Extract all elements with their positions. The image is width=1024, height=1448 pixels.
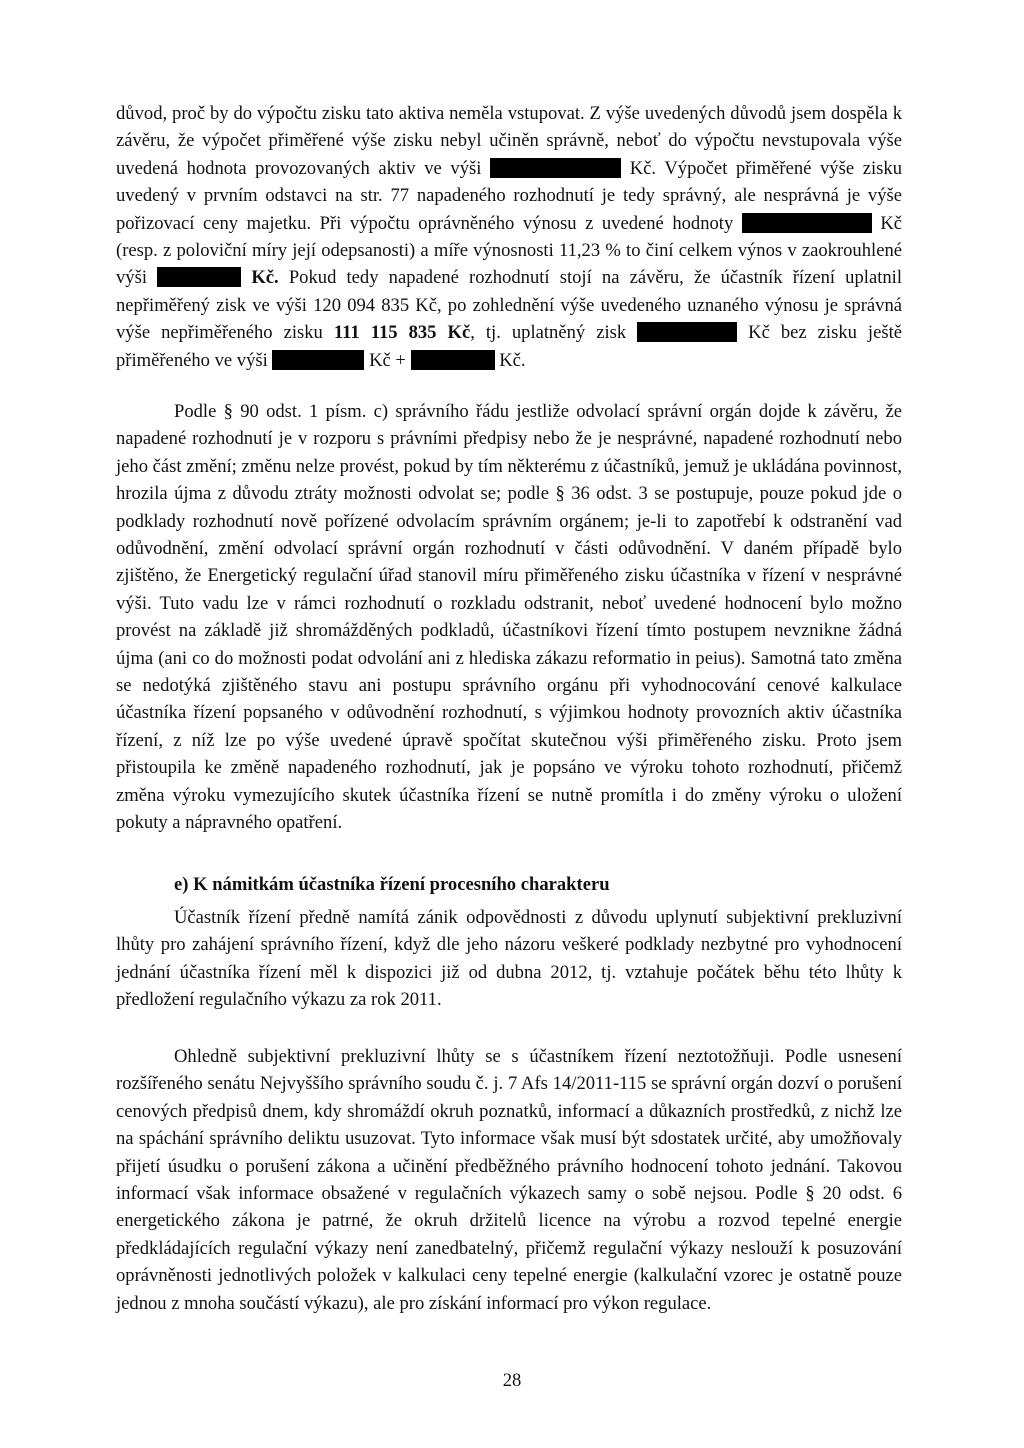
redacted-amount	[272, 350, 364, 370]
text-segment-bold: Kč.	[251, 267, 279, 289]
redacted-amount	[157, 267, 241, 287]
text-segment: Kč (resp. z poloviční míry její odepsanosti) a míře výnosnosti 11,23 % to činí celkem výnos v zaokrouhlené výši	[116, 212, 902, 289]
text-segment: Kč.	[494, 349, 526, 371]
page-number: 28	[502, 1370, 522, 1391]
paragraph-objection: Účastník řízení předně namítá zánik odpovědnosti z důvodu uplynutí subjektivní prekluzivní lhůty pro zahájení správního řízení, když dle jeho názoru veškeré podklady nezbytné pro vyhodnocení jednání účastníka řízení měl k dispozici již od dubna 2012, tj. vztahuje počátek běhu této lhůty k předložení regulačního výkazu za rok 2011.	[116, 907, 902, 1011]
paragraph-legal-basis: Podle § 90 odst. 1 písm. c) správního řádu jestliže odvolací správní orgán dojde k závěru, že napadené rozhodnutí je v rozporu s právními předpisy nebo že je nesprávné, napadené rozhodnutí nebo jeho část změní; změnu nelze provést, pokud by tím některému z účastníků, jemuž je ukládána povinnost, hrozila újma z důvodu ztráty možnosti odvolat se; podle § 36 odst. 3 se postupuje, pouze pokud jde o podklady rozhodnutí nově pořízené odvolacím správním orgánem; je-li to zapotřebí k odstranění vad odůvodnění, změní odvolací správní orgán rozhodnutí v části odůvodnění. V daném případě bylo zjištěno, že Energetický regulační úřad stanovil míru přiměřeného zisku účastníka v řízení v nesprávné výši. Tuto vadu lze v rámci rozhodnutí o rozkladu odstranit, neboť uvedené hodnocení bylo možno provést na základě již shromážděných podkladů, účastníkovi řízení tímto postupem nevznikne žádná újma (ani co do možnosti podat odvolání ani z hlediska zákazu reformatio in peius). Samotná tato změna se nedotýká zjištěného stavu ani postupu správního orgánu při vyhodnocování cenové kalkulace účastníka řízení popsaného v odůvodnění rozhodnutí, s výjimkou hodnoty provozních aktiv účastníka řízení, z níž lze po výše uvedené úpravě spočítat skutečnou výši přiměřeného zisku. Proto jsem přistoupila ke změně napadeného rozhodnutí, jak je popsáno ve výroku tohoto rozhodnutí, přičemž změna výroku vymezujícího skutek účastníka řízení se nutně promítla i do změny výroku o uložení pokuty a nápravného opatření.	[116, 401, 902, 834]
redacted-amount	[490, 158, 621, 178]
redacted-amount	[637, 322, 737, 342]
text-segment: Pokud tedy napadené rozhodnutí stojí na závěru, že účastník řízení uplatnil nepřiměřený zisk ve výši 120 094 835 Kč, po zohlednění výše uvedeného uznaného výnosu je správná výše nepřiměřeného zisku	[116, 267, 902, 344]
text-segment: Kč. Výpočet přiměřené výše zisku uvedený v prvním odstavci na str. 77 napadeného rozhodnutí je tedy správný, ale nesprávná je výše pořizovací ceny majetku. Při výpočtu oprávněného výnosu z uvedené hodnoty	[116, 157, 902, 234]
text-segment-bold: 111 115 835 Kč	[333, 322, 471, 344]
text-segment: , tj. uplatněný zisk	[470, 322, 638, 344]
redacted-amount	[411, 350, 495, 370]
section-heading: e) K námitkám účastníka řízení procesního charakteru	[174, 874, 610, 895]
text-segment: důvod, proč by do výpočtu zisku tato aktiva neměla vstupovat. Z výše uvedených důvodů jsem dospěla k závěru, že výpočet přiměřené výše zisku nebyl učiněn správně, neboť do výpočtu nevstupovala výše uvedená hodnota provozovaných aktiv ve výši	[116, 103, 902, 179]
paragraph-profit-calculation	[116, 100, 902, 374]
text-segment: Kč bez zisku ještě přiměřeného ve výši	[116, 322, 902, 371]
paragraph-preclusive-period: Ohledně subjektivní prekluzivní lhůty se s účastníkem řízení neztotožňuji. Podle usnesení rozšířeného senátu Nejvyššího správního soudu č. j. 7 Afs 14/2011-115 se správní orgán dozví o porušení cenových předpisů dnem, kdy shromáždí okruh poznatků, informací a důkazních prostředků, z nichž lze na spáchání správního deliktu usuzovat. Tyto informace však musí být sdostatek určité, aby umožňovaly přijetí úsudku o porušení zákona a učinění předběžného právního hodnocení tohoto jednání. Takovou informací však informace obsažené v regulačních výkazech samy o sobě nejsou. Podle § 20 odst. 6 energetického zákona je patrné, že okruh držitelů licence na výrobu a rozvod tepelné energie předkládajících regulační výkazy není zanedbatelný, přičemž regulační výkazy neslouží k posuzování oprávněnosti jednotlivých položek v kalkulaci ceny tepelné energie (kalkulační vzorec je ostatně pouze jednou z mnoha součástí výkazu), ale pro získání informací pro výkon regulace.	[116, 1046, 902, 1314]
redacted-amount	[742, 213, 872, 233]
text-segment: Kč +	[364, 349, 411, 371]
